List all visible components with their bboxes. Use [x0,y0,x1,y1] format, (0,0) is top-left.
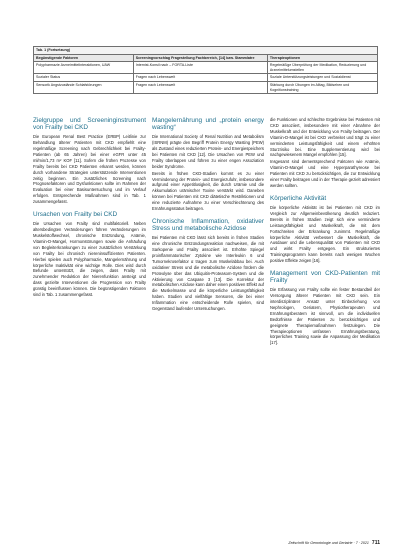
section-heading: Management von CKD-Patienten mit Frailty [270,270,380,285]
table-row [34,74,378,82]
body-paragraph: Insgesamt sind dementsprechend Faktoren wie Anämie, Vitamin-D-Mangel und eine Hyperparathyreose bei Patienten mit CKD zu berücksichtigen, die zur Entwicklung einer Frailty beitragen und in der Therapie gezielt adressiert werden sollten. [270,159,380,188]
table-header-cell: Begünstigende Faktoren [34,54,134,62]
section-heading: Chronische Inflammation, oxidativer Stress und metabolische Azidose [152,217,264,233]
table-cell: Sozialer Status [34,74,134,82]
table-header-row [34,54,378,62]
text-column-right [270,117,380,347]
journal-name: Zeitschrift für Gerontologie und Geriatrie · 7 · 2021 [288,541,369,545]
table-cell: Stärkung durch Übungen im Alltag, Bildsehen und Kognitionstraining [267,81,377,93]
table-cell: Polypharmazie Arzneimittelinteraktionen, UAW [34,62,134,74]
table-caption: Tab. 1 (Fortsetzung) [34,47,378,55]
page-number: 711 [371,540,380,546]
table-cell: Fragen nach Lebenswelt [133,74,267,82]
section-heading: Zielgruppe und Screeninginstrument von Frailty bei CKD [33,117,146,132]
body-paragraph: Die Erfassung von Frailty sollte ein fester Bestandteil der Versorgung älterer Patienten mit CKD sein. Ein interdisziplinärer Ansatz unter Einbeziehung von Nephrologen, Geriatern, Physiotherapeuten und Ernährungsberatern ist sinnvoll, um die individuellen Bedürfnisse der Patienten zu berücksichtigen und geeignete Therapiemaßnahmen festzulegen. Die Therapieoptionen umfassen Ernährungsberatung, körperliches Training sowie die Anpassung der Medikation [17]. [270,287,380,346]
table-cell: Regelmäßige Überprüfung der Medikation, Reduzierung und Arzneimittelumstellen [267,62,377,74]
body-paragraph: Die Ursachen von Frailty sind multifaktoriell. Neben altersbedingten Veränderungen führen Veränderungen im Muskelstoffwechsel, chronische Entzündung, Anämie, Vitamin-D-Mangel, Hormonstörungen sowie die Anhäufung von Begleiterkrankungen zu einer zusätzlichen Verstärkung von Frailty bei chronisch niereninsuffizienten Patienten. Hierbei spielen auch Polypharmazie, Mangelernährung und körperliche Inaktivität eine wichtige Rolle. Dies wird durch Befunde unterstützt, die zeigen, dass Frailty mit zunehmender Reduktion der Nierenfunktion ansteigt und dass gezielte Interventionen die Progression von Frailty günstig beeinflussen können. Die begünstigenden Faktoren sind in Tab. 1 zusammengefasst. [33,221,146,298]
table-caption-row [34,47,378,55]
section-heading: Körperliche Aktivität [270,194,327,202]
text-column-left [33,117,146,299]
table-header-cell: Screeningvorschlag Fragestellung Fachbereich, [14] bzw. Stammlatre [133,54,267,62]
table-body [34,47,378,94]
table-cell: Fragen nach Lebenswelt [133,81,267,93]
frailty-factors-table [33,46,378,94]
text-column-middle [152,117,264,313]
body-paragraph: Die International Society of Renal Nutrition and Metabolism (ISRNM) prägte den Begriff Protein Energy Wasting (PEW) als Zustand eines reduzierten Protein- und Energiespeichers bei Patienten mit CKD [12]. Die Ursachen von PEW und Frailty überlappen und führen zu einer engen Assoziation beider Syndrome. [152,134,264,169]
frailty-factors-table-container [33,46,378,94]
body-paragraph: Die European Renal Best Practice (ERBP) Leitlinie zur Behandlung älterer Patienten mit CKD empfiehlt eine regelmäßige Screening nach Gebrechlichkeit bei Frailty-Patienten (ab 65 Jahren) bei einer eGFR unter 45 ml/min/1,73 m² KOF [11]. Sofern die frühen Prozesse von Frailty bereits bei CKD Patienten erkannt werden, können durch vorhandene Strategien unterstützende Interventionen zeitig beginnen. Ein zusätzliches Screening nach Prognosefaktoren und Dysfunktionen sollte im Rahmen der Evaluation bei einer Basisuntersuchung und im Verlauf erfolgen. Entsprechende Maßnahmen sind in Tab. 1 zusammengefasst. [33,134,146,205]
table-header-cell: Therapieoptionen [267,54,377,62]
table-row [34,62,378,74]
body-paragraph: Bereits in frühen CKD-Stadien kommt es zu einer Verminderung der Protein- und Energiezufuhr, insbesondere aufgrund einer Appetitlosigkeit, die durch Urämie und die Akkumulation urämischer Toxine verstärkt wird. Daneben können bei Patienten mit CKD diätetische Restriktionen und eine reduzierte Aufnahme zu einer Verschlechterung des Ernährungsstatus beitragen. [152,170,264,212]
section-heading: Ursachen von Frailty bei CKD [33,211,118,219]
table-row [34,81,378,93]
table-cell: Internist-Konsil nach – FORTA-Liste [133,62,267,74]
body-paragraph: Bei Patienten mit CKD lässt sich bereits in frühen Stadien eine chronische Entzündungsreaktion nachweisen, die mit Sarkopenie und Frailty assoziiert ist. Erhöhte Spiegel proinflammatorischer Zytokine wie Interleukin 6 und Tumornekrosefaktor α tragen zum Muskelabbau bei. Auch oxidativer Stress und die metabolische Azidose fördern die Proteolyse über das Ubiquitin-Proteasom-System und die Aktivierung von Caspase 3 [13]. Die Korrektur der metabolischen Azidose kann daher einen positiven Effekt auf die Muskelmasse und die körperliche Leistungsfähigkeit haben. Studien und vielfältige Sensoren, die bei einer Inflammation eine entscheidende Rolle spielen, sind Gegenstand laufender Untersuchungen. [152,235,264,312]
table-cell: Sensorik Angstzustände Schlafstörungen [34,81,134,93]
body-paragraph: Die körperliche Aktivität ist bei Patienten mit CKD im Vergleich zur Allgemeinbevölkerung deutlich reduziert. Bereits in frühen Stadien zeigt sich eine verminderte Leistungsfähigkeit und Muskelkraft, die mit dem Fortschreiten der Erkrankung zunimmt. Regelmäßige körperliche Aktivität verbessert die Muskelkraft, die Ausdauer und die Lebensqualität von Patienten mit CKD und wirkt Frailty entgegen. Ein strukturiertes Trainingsprogramm kann bereits nach wenigen Wochen positive Effekte zeigen [16]. [270,204,380,264]
section-heading: Mangelernährung und „protein energy wasting“ [152,117,264,132]
table-cell: Soziale Unterstützungsleistungen und Sozialdienst [267,74,377,82]
body-paragraph: die Funktionen und schlechte Ergebnisse bei Patienten mit CKD assoziiert, insbesondere mit einer Abnahme der Muskelkraft und der Entwicklung von Frailty beitragen. Der Vitamin-D-Mangel ist bei CKD verbreitet und trägt zu einer verminderten Leistungsfähigkeit und einem erhöhten Sturzrisiko bei. Eine Supplementierung wird bei nachgewiesenem Mangel empfohlen [15]. [270,117,380,158]
page-footer [268,541,380,546]
